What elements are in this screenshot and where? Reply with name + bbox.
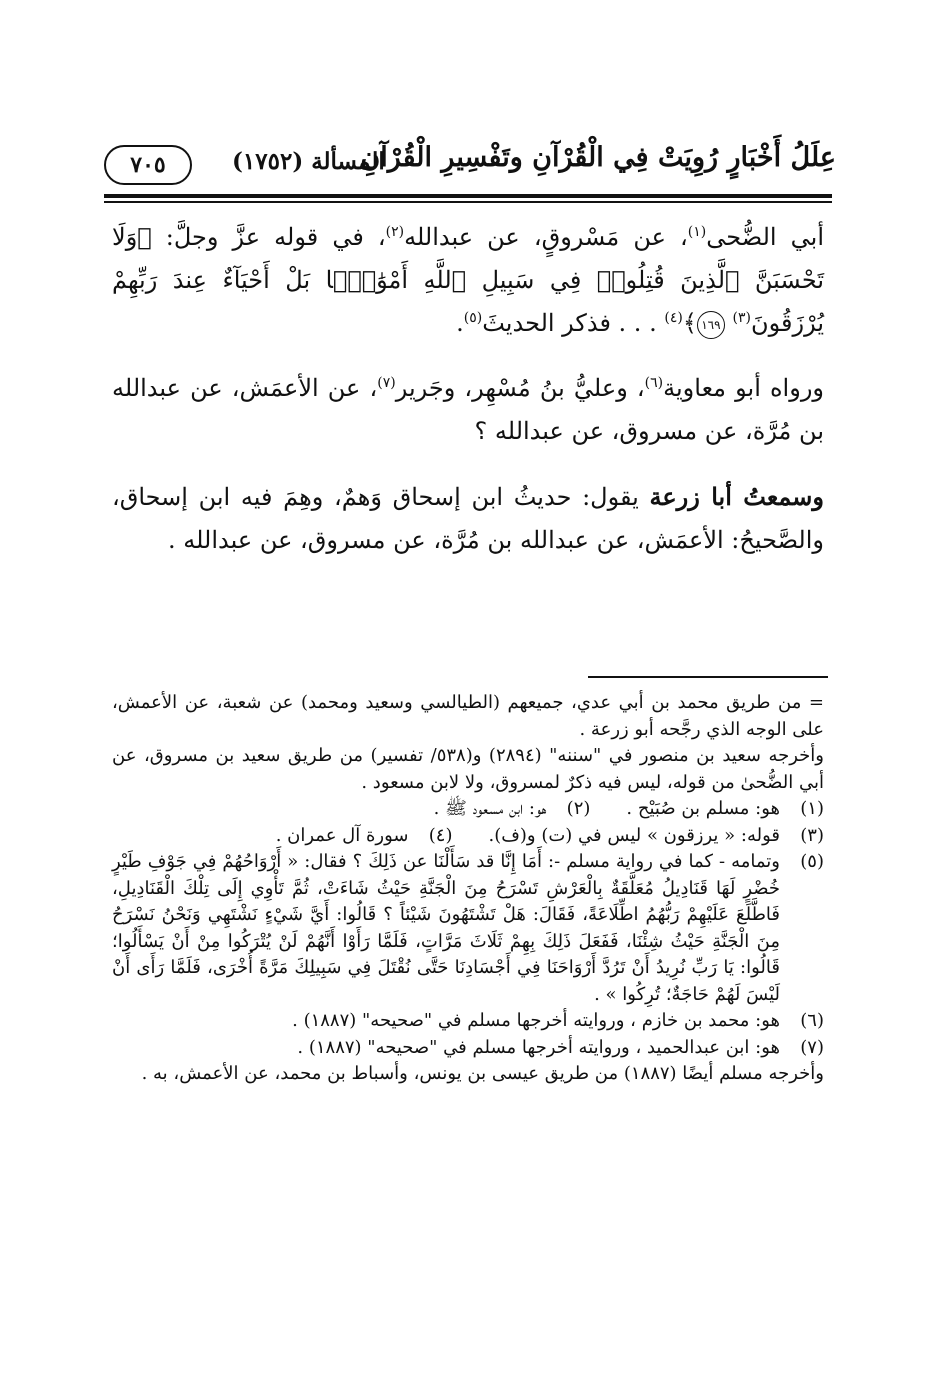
- footnote-number: (٤): [428, 824, 453, 846]
- footnote-number: (٧): [800, 1036, 824, 1058]
- footnote-7: هو: ابن عبدالحميد ، وروايته أخرجها مسلم في "صحيحه" (١٨٨٧) .: [297, 1036, 780, 1058]
- footnote-7-extra: وأخرجه مسلم أيضًا (١٨٨٧) من طريق عيسى بن يونس، وأسباط بن محمد، عن الأعمش، به .: [141, 1063, 824, 1084]
- header-rule-thick: [104, 194, 832, 198]
- footnote-number: (١): [800, 798, 824, 819]
- footnote-ref-5: (٥): [463, 310, 483, 326]
- footnote-6: هو: محمد بن خازم ، وروايته أخرجها مسلم في "صحيحه" (١٨٨٧) .: [292, 1010, 780, 1031]
- main-text: [112, 216, 824, 562]
- paragraph-2: [112, 367, 824, 453]
- footnote-number: (٢): [566, 798, 591, 819]
- footnote-continuation: = من طريق محمد بن أبي عدي، جميعهم (الطيالسي وسعيد ومحمد) عن شعبة، عن الأعمش، على الوجه الذي رجَّحه أبو زرعة .: [112, 692, 824, 740]
- footnote-ref-1: (١): [687, 224, 707, 240]
- footnote-ref-3: (٣): [732, 310, 751, 326]
- text-run: ، عن الأعمَش، عن عبدالله بن مُرَّة، عن مسروق، عن عبدالله ؟: [112, 374, 824, 445]
- paragraph-3: [112, 475, 824, 562]
- header-rule-thin: [104, 201, 832, 203]
- footnote-2: هو: ابن مسعود ﷺ .: [433, 798, 547, 819]
- verse-close-bracket: ﴾: [682, 309, 697, 337]
- footnote-number: (٥): [800, 851, 824, 872]
- footnote-pair-1-2: [112, 796, 824, 823]
- text-run: أبي الضُّحى: [706, 223, 824, 251]
- footnote-3: قوله: « يرزقون » ليس في (ت) و(ف).: [488, 824, 780, 846]
- ayah-number-mark: ١٦٩: [697, 311, 725, 339]
- footnotes: [112, 690, 824, 1088]
- footnote-row-5: [112, 849, 824, 1008]
- text-run: ، عن مَسْروقٍ، عن عبدالله: [404, 223, 688, 251]
- footnote-5: وتمامه - كما في رواية مسلم -: أَمَا إِنَّا قد سَأَلْنَا عن ذَلِكَ ؟ فقال: « أَرْوَاحُهُمْ فِي جَوْفِ طَيْرٍ خُضْرٍ لَهَا قَنَادِيلُ مُعَلَّقَةٌ بِالْعَرْشِ تَسْرَحُ مِنَ الْجَنَّةِ حَيْثُ شَاءَتْ، ثُمَّ تَأْوِي إِلَى تِلْكَ الْقَنَادِيلِ، فَاطَّلَعَ عَلَيْهِمْ رَبُّهُمُ اطِّلَاعَةً، فَقَالَ: هَلْ تَشْتَهُونَ شَيْئاً ؟ قَالُوا: أَيَّ شَيْءٍ نَشْتَهِي وَنَحْنُ نَسْرَحُ مِنَ الْجَنَّةِ حَيْثُ شِئْنَا، فَفَعَلَ ذَلِكَ بِهِمْ ثَلَاثَ مَرَّاتٍ، فَلَمَّا رَأَوْا أَنَّهُمْ لَنْ يُتْرَكُوا مِنْ أَنْ يَسْأَلُوا؛ قَالُوا: يَا رَبِّ نُرِيدُ أَنْ تَرُدَّ أَرْوَاحَنَا فِي أَجْسَادِنَا حَتَّى نُقْتَلَ فِي سَبِيلِكَ مَرَّةً أُخْرَى، فَلَمَّا رَأَى أَنْ لَيْسَ لَهُمْ حَاجَةٌ؛ تُرِكُوا » .: [112, 851, 780, 1005]
- book-title: عِلَلُ أَخْبَارٍ رُوِيَتْ فِي الْقُرْآنِ وتَفْسِيرِ الْقُرْآنِ: [360, 142, 836, 173]
- footnote-continuation-2: وأخرجه سعيد بن منصور في "سننه" (٢٨٩٤) و(٥٣٨/ تفسير) من طريق سعيد بن مسروق، عن أبي الضُّحىٰ من قوله، ليس فيه ذكرٌ لمسروق، ولا لابن مسعود .: [112, 745, 824, 793]
- footnote-ref-2: (٢): [385, 224, 405, 240]
- text-run: .: [456, 309, 464, 337]
- footnote-ref-7: (٧): [377, 375, 396, 391]
- page-header: [96, 138, 836, 194]
- bold-lead: وسمعتُ أبا زرعة: [649, 482, 824, 511]
- page-number: ٧٠٥: [104, 145, 192, 185]
- footnote-row-7: [112, 1035, 824, 1062]
- issue-label: المسألة (١٧٥٢): [232, 148, 385, 175]
- quran-verse: ، في قوله عزَّ وجلَّ: ﴿وَلَا تَحْسَبَنَّ ٱلَّذِينَ قُتِلُوا۟ فِي سَبِيلِ ٱللَّهِ أَمْوَٰتًۢا بَلْ أَحْيَآءٌ عِندَ رَبِّهِمْ يُرْزَقُونَ: [112, 223, 824, 337]
- paragraph-1: [112, 216, 824, 345]
- text-run: ، وعليُّ بنُ مُسْهِر، وجَرير: [395, 374, 645, 402]
- footnote-separator: [588, 676, 828, 678]
- footnote-ref-4: (٤): [664, 310, 683, 326]
- text-run: يقول: حديثُ ابن إسحاق وَهمٌ، وهِمَ فيه ابن إسحاق، والصَّحيحُ: الأعمَش، عن عبدالله بن مُرَّة، عن مسروق، عن عبدالله .: [112, 483, 824, 554]
- text-run: . . . فذكر الحديثَ: [482, 309, 657, 337]
- footnote-4: سورة آل عمران .: [275, 824, 409, 846]
- footnote-ref-6: (٦): [644, 375, 664, 391]
- footnote-number: (٦): [800, 1010, 824, 1031]
- footnote-row-6: [112, 1008, 824, 1035]
- footnote-1: هو: مسلم بن صُبَيْح .: [626, 798, 780, 819]
- footnote-pair-3-4: [112, 823, 824, 850]
- text-run: ورواه أبو معاوية: [663, 374, 824, 402]
- footnote-number: (٣): [800, 824, 824, 846]
